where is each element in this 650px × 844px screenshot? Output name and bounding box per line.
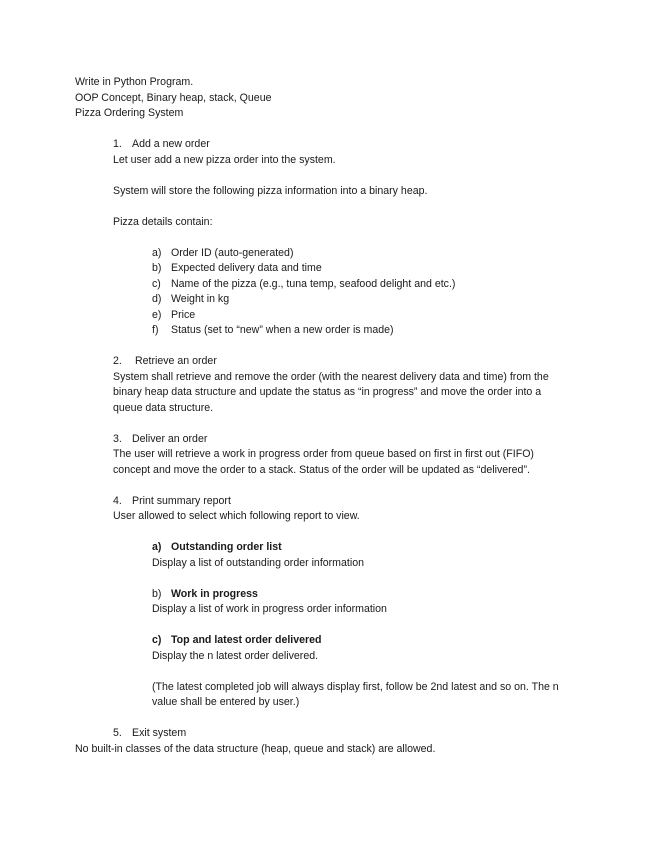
footer-note: No built-in classes of the data structure (heap, queue and stack) are allowed.: [75, 743, 436, 755]
pizza-detail-letter: f): [152, 324, 159, 336]
pizza-detail-item: [152, 278, 455, 291]
report-option-c-letter: c): [152, 634, 162, 646]
pizza-detail-item: [152, 293, 229, 306]
section-3-number: 3.: [113, 433, 122, 445]
section-2-title: Retrieve an order: [135, 355, 217, 367]
section-1-details-label: Pizza details contain:: [113, 216, 213, 228]
section-5-heading: [113, 727, 186, 740]
pizza-detail-text: Status (set to “new” when a new order is made): [171, 324, 394, 336]
report-option-c-note-1: (The latest completed job will always display first, follow be 2nd latest and so on. The n: [152, 681, 559, 693]
section-2-line: System shall retrieve and remove the order (with the nearest delivery data and time) from the: [113, 371, 549, 383]
section-1-desc: Let user add a new pizza order into the system.: [113, 154, 336, 166]
header-line-1: Write in Python Program.: [75, 76, 194, 88]
report-option-b-title: Work in progress: [171, 588, 258, 600]
report-option-c-title: Top and latest order delivered: [171, 634, 322, 646]
report-option-c-heading: [152, 634, 322, 647]
section-3-line: concept and move the order to a stack. Status of the order will be updated as “delivered”.: [113, 464, 530, 476]
pizza-detail-text: Price: [171, 309, 196, 321]
report-option-a-title: Outstanding order list: [171, 541, 282, 553]
pizza-detail-letter: d): [152, 293, 162, 305]
header-line-2: OOP Concept, Binary heap, stack, Queue: [75, 92, 272, 104]
section-3-heading: [113, 433, 207, 446]
section-3-title: Deliver an order: [132, 433, 208, 445]
section-1-title: Add a new order: [132, 138, 210, 150]
pizza-detail-letter: b): [152, 262, 162, 274]
section-4-heading: [113, 495, 231, 508]
pizza-detail-item: [152, 309, 195, 322]
section-2-number: 2.: [113, 355, 122, 367]
pizza-detail-text: Order ID (auto-generated): [171, 247, 294, 259]
report-option-b-letter: b): [152, 588, 162, 600]
section-1-number: 1.: [113, 138, 122, 150]
report-option-a-letter: a): [152, 541, 162, 553]
report-option-a-desc: Display a list of outstanding order information: [152, 557, 364, 569]
header-line-3: Pizza Ordering System: [75, 107, 184, 119]
section-5-title: Exit system: [132, 727, 187, 739]
section-1-heading: [113, 138, 210, 151]
pizza-detail-letter: e): [152, 309, 162, 321]
section-2-heading: [113, 355, 217, 368]
report-option-b-desc: Display a list of work in progress order information: [152, 603, 387, 615]
pizza-detail-item: [152, 262, 322, 275]
pizza-detail-text: Expected delivery data and time: [171, 262, 322, 274]
pizza-detail-letter: a): [152, 247, 162, 259]
pizza-detail-item: [152, 247, 293, 260]
pizza-detail-text: Weight in kg: [171, 293, 230, 305]
section-2-line: binary heap data structure and update the status as “in progress” and move the order into a: [113, 386, 542, 398]
pizza-detail-letter: c): [152, 278, 161, 290]
report-option-c-desc: Display the n latest order delivered.: [152, 650, 319, 662]
report-option-c-note-2: value shall be entered by user.): [152, 696, 300, 708]
section-2-line: queue data structure.: [113, 402, 214, 414]
report-option-b-heading: [152, 588, 258, 601]
pizza-detail-text: Name of the pizza (e.g., tuna temp, seafood delight and etc.): [171, 278, 456, 290]
pizza-detail-item: [152, 324, 394, 337]
section-3-line: The user will retrieve a work in progress order from queue based on first in first out (FIFO): [113, 448, 534, 460]
section-5-number: 5.: [113, 727, 122, 739]
section-4-desc: User allowed to select which following report to view.: [113, 510, 360, 522]
section-4-title: Print summary report: [132, 495, 231, 507]
report-option-a-heading: [152, 541, 282, 554]
section-4-number: 4.: [113, 495, 122, 507]
section-1-store: System will store the following pizza information into a binary heap.: [113, 185, 428, 197]
